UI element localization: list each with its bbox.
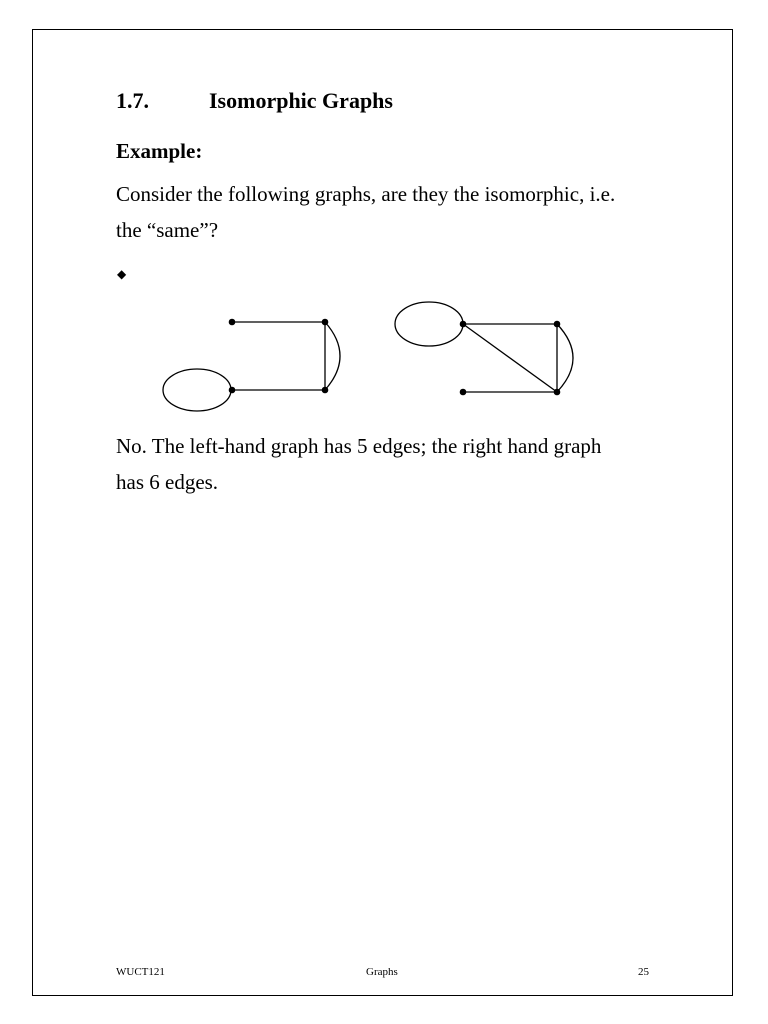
left-graph-vertex (322, 387, 329, 394)
left-graph (163, 322, 340, 411)
example-label: Example: (116, 139, 203, 163)
footer-page-number: 25 (638, 966, 649, 978)
answer-line-1: No. The left-hand graph has 5 edges; the right hand graph (116, 434, 602, 458)
right-graph-vertex (554, 389, 561, 396)
bullet-diamond-icon: ◆ (117, 267, 127, 281)
section-number: 1.7. (116, 88, 149, 113)
left-graph-vertices (229, 319, 329, 394)
right-graph-loop (395, 302, 463, 346)
left-graph-vertex (229, 319, 236, 326)
question-line-1: Consider the following graphs, are they the isomorphic, i.e. (116, 182, 616, 206)
left-graph-loop (163, 369, 231, 411)
right-graph-vertex (554, 321, 561, 328)
answer-line-2: has 6 edges. (116, 470, 219, 494)
right-graph-vertex (460, 389, 467, 396)
footer-topic: Graphs (366, 966, 398, 978)
left-graph-vertex (322, 319, 329, 326)
answer-paragraph (116, 428, 686, 500)
right-graph (395, 302, 573, 392)
right-graph-edge-arc (557, 324, 573, 392)
right-graph-vertex (460, 321, 467, 328)
section-title: Isomorphic Graphs (209, 88, 393, 113)
left-graph-edge-arc (325, 322, 340, 390)
footer-course-code: WUCT121 (116, 966, 165, 978)
right-graph-edge-diagonal (463, 324, 557, 392)
question-line-2: the “same”? (116, 218, 219, 242)
left-graph-vertex (229, 387, 236, 394)
